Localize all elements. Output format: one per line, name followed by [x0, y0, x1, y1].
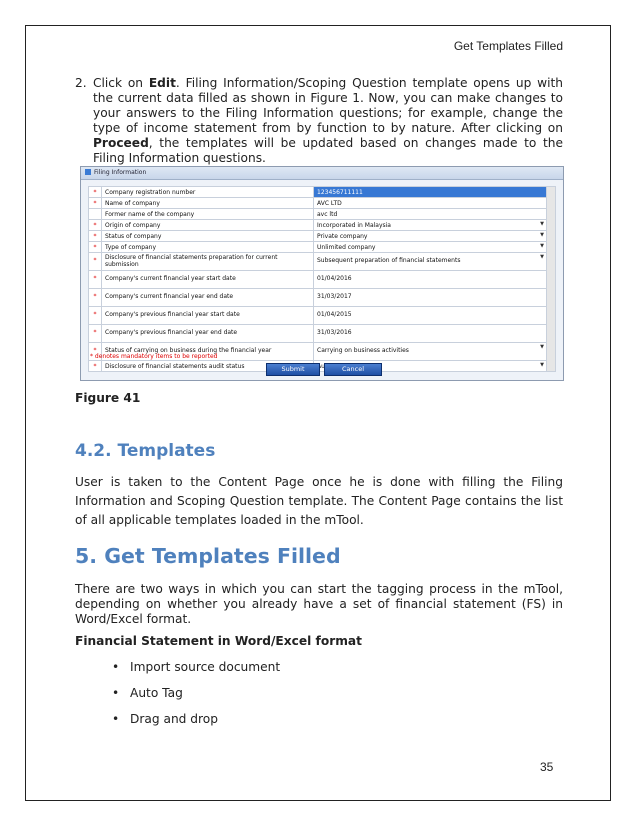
field-select[interactable]: Carrying on business activities ▼: [314, 343, 547, 361]
table-row[interactable]: [89, 253, 556, 271]
field-label: Origin of company: [102, 220, 314, 231]
field-select[interactable]: Unlimited company ▼: [314, 242, 547, 253]
chevron-down-icon[interactable]: ▼: [540, 344, 544, 350]
page-number: 35: [540, 760, 554, 774]
chevron-down-icon[interactable]: ▼: [540, 243, 544, 249]
running-header: Get Templates Filled: [453, 39, 563, 53]
table-row[interactable]: [89, 187, 556, 198]
table-row[interactable]: [89, 361, 556, 372]
step-text-post: , the templates will be updated based on changes made to the Filing Information questions.: [93, 136, 563, 165]
table-row[interactable]: [89, 198, 556, 209]
field-select[interactable]: Private company ▼: [314, 231, 547, 242]
mandatory-marker: *: [89, 307, 102, 325]
field-input[interactable]: AVC LTD: [314, 198, 547, 209]
field-input[interactable]: 01/04/2016: [314, 271, 547, 289]
section-5-text: There are two ways in which you can start the tagging process in the mTool, depending on whether you already have a set of financial statement (FS) in Word/Excel format.: [75, 582, 563, 626]
field-input[interactable]: avc ltd: [314, 209, 547, 220]
step-text-mid: . Filing Information/Scoping Question template opens up with the current data filled as shown in Figure 1. Now, you can make changes to your answers to the Filing Information questions; for example, change the type of income statement from by function to by nature. After clicking on: [93, 76, 563, 135]
chevron-down-icon[interactable]: ▼: [540, 221, 544, 227]
table-row[interactable]: [89, 289, 556, 307]
field-label: Company's current financial year start date: [102, 271, 314, 289]
table-row[interactable]: [89, 307, 556, 325]
field-label: Status of company: [102, 231, 314, 242]
screenshot-window-title: Filing Information: [81, 167, 563, 180]
mandatory-marker: *: [89, 361, 102, 372]
field-input[interactable]: 31/03/2016: [314, 325, 547, 343]
mandatory-marker: *: [89, 187, 102, 198]
table-row[interactable]: [89, 242, 556, 253]
section-4-2-heading: 4.2. Templates: [75, 441, 216, 461]
mandatory-marker: *: [89, 253, 102, 271]
mandatory-marker: *: [89, 231, 102, 242]
field-select[interactable]: Incorporated in Malaysia ▼: [314, 220, 547, 231]
field-label: Disclosure of financial statements audit status: [102, 361, 314, 372]
field-label: Company's current financial year end date: [102, 289, 314, 307]
filing-information-grid: [88, 186, 556, 372]
table-row[interactable]: [89, 325, 556, 343]
field-input[interactable]: 01/04/2015: [314, 307, 547, 325]
bullet-icon: •: [112, 686, 120, 700]
field-label: Former name of the company: [102, 209, 314, 220]
step-2-paragraph: [75, 76, 563, 166]
table-row[interactable]: [89, 271, 556, 289]
filing-information-screenshot: [80, 166, 564, 381]
field-label: Disclosure of financial statements preparation for current submission: [102, 253, 314, 271]
mandatory-marker: [89, 209, 102, 220]
field-label: Name of company: [102, 198, 314, 209]
figure-caption: Figure 41: [75, 391, 141, 405]
mandatory-marker: *: [89, 325, 102, 343]
submit-button[interactable]: Submit: [266, 363, 320, 376]
cancel-button[interactable]: Cancel: [324, 363, 382, 376]
mandatory-marker: *: [89, 289, 102, 307]
section-5-heading: 5. Get Templates Filled: [75, 544, 341, 568]
field-select[interactable]: Subsequent preparation of financial statements ▼: [314, 253, 547, 271]
section-5-subheading: Financial Statement in Word/Excel format: [75, 634, 362, 648]
mandatory-marker: *: [89, 271, 102, 289]
field-label: Company registration number: [102, 187, 314, 198]
chevron-down-icon[interactable]: ▼: [540, 362, 544, 368]
scrollbar[interactable]: [547, 187, 556, 372]
mandatory-note: * denotes mandatory items to be reported: [90, 353, 218, 360]
window-icon: [85, 169, 91, 175]
field-input[interactable]: 123456711111: [314, 187, 547, 198]
list-item: • Drag and drop: [112, 712, 218, 726]
bullet-icon: •: [112, 660, 120, 674]
table-row[interactable]: [89, 209, 556, 220]
field-label: Status of carrying on business during the financial year: [102, 343, 314, 361]
mandatory-marker: *: [89, 242, 102, 253]
field-label: Company's previous financial year end date: [102, 325, 314, 343]
list-item: • Import source document: [112, 660, 281, 674]
step-number: 2.: [75, 76, 87, 90]
field-input[interactable]: 31/03/2017: [314, 289, 547, 307]
mandatory-marker: *: [89, 220, 102, 231]
section-4-2-text: User is taken to the Content Page once he is done with filling the Filing Information and Scoping Question template. The Content Page contains the list of all applicable templates loaded in the mTool.: [75, 475, 563, 527]
table-row[interactable]: [89, 231, 556, 242]
list-item: • Auto Tag: [112, 686, 183, 700]
chevron-down-icon[interactable]: ▼: [540, 254, 544, 260]
field-label: Type of company: [102, 242, 314, 253]
mandatory-marker: *: [89, 198, 102, 209]
step-text-pre: Click on: [93, 76, 149, 90]
bullet-icon: •: [112, 712, 120, 726]
chevron-down-icon[interactable]: ▼: [540, 232, 544, 238]
field-label: Company's previous financial year start date: [102, 307, 314, 325]
edit-keyword: Edit: [148, 76, 176, 90]
table-row[interactable]: [89, 220, 556, 231]
proceed-keyword: Proceed: [93, 136, 149, 150]
mandatory-marker: *: [89, 343, 102, 361]
